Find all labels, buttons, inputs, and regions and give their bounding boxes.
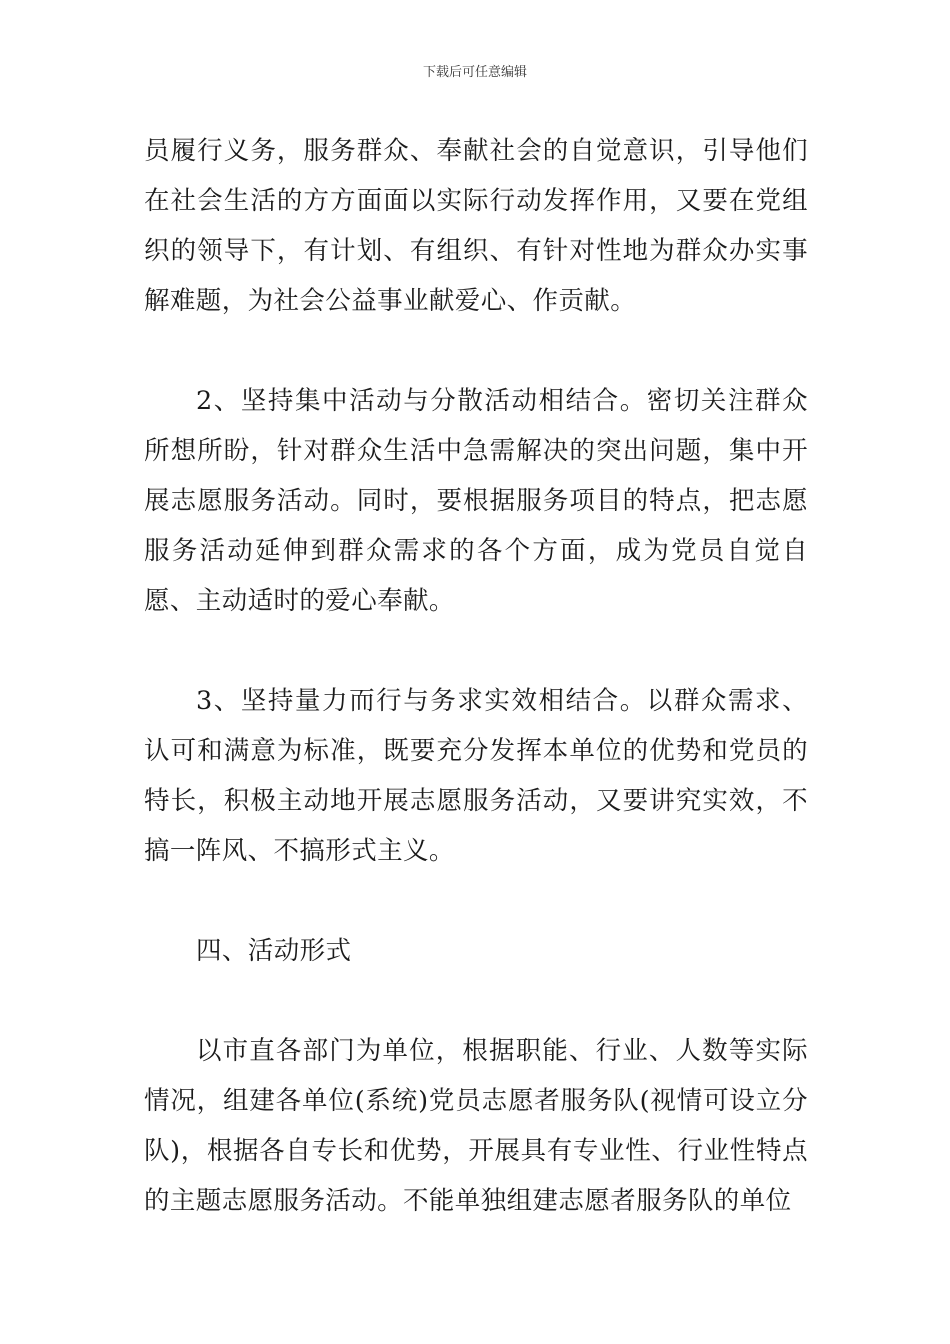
document-body [144,126,808,1226]
section-heading: 四、活动形式 [196,936,352,966]
paragraph-activity-form: 以市直各部门为单位，根据职能、行业、人数等实际情况，组建各单位(系统)党员志愿者服务队(视情可设立分队)，根据各自专长和优势，开展具有专业性、行业性特点的主题志愿服务活动。不能单独组建志愿者服务队的单位 [144,1036,808,1216]
page-header: 下载后可任意编辑 [422,65,527,80]
paragraph-gap [144,976,808,1026]
paragraph-principle-2: 2、坚持集中活动与分散活动相结合。密切关注群众所想所盼，针对群众生活中急需解决的突出问题，集中开展志愿服务活动。同时，要根据服务项目的特点，把志愿服务活动延伸到群众需求的各个方面，成为党员自觉自愿、主动适时的爱心奉献。 [144,386,808,616]
paragraph-principle-3: 3、坚持量力而行与务求实效相结合。以群众需求、认可和满意为标准，既要充分发挥本单位的优势和党员的特长，积极主动地开展志愿服务活动，又要讲究实效，不搞一阵风、不搞形式主义。 [144,686,808,866]
paragraph-continued: 员履行义务，服务群众、奉献社会的自觉意识，引导他们在社会生活的方方面面以实际行动发挥作用，又要在党组织的领导下，有计划、有组织、有针对性地为群众办实事解难题，为社会公益事业献爱心、作贡献。 [144,136,808,316]
paragraph-gap [144,326,808,376]
paragraph-gap [144,626,808,676]
paragraph-gap [144,876,808,926]
